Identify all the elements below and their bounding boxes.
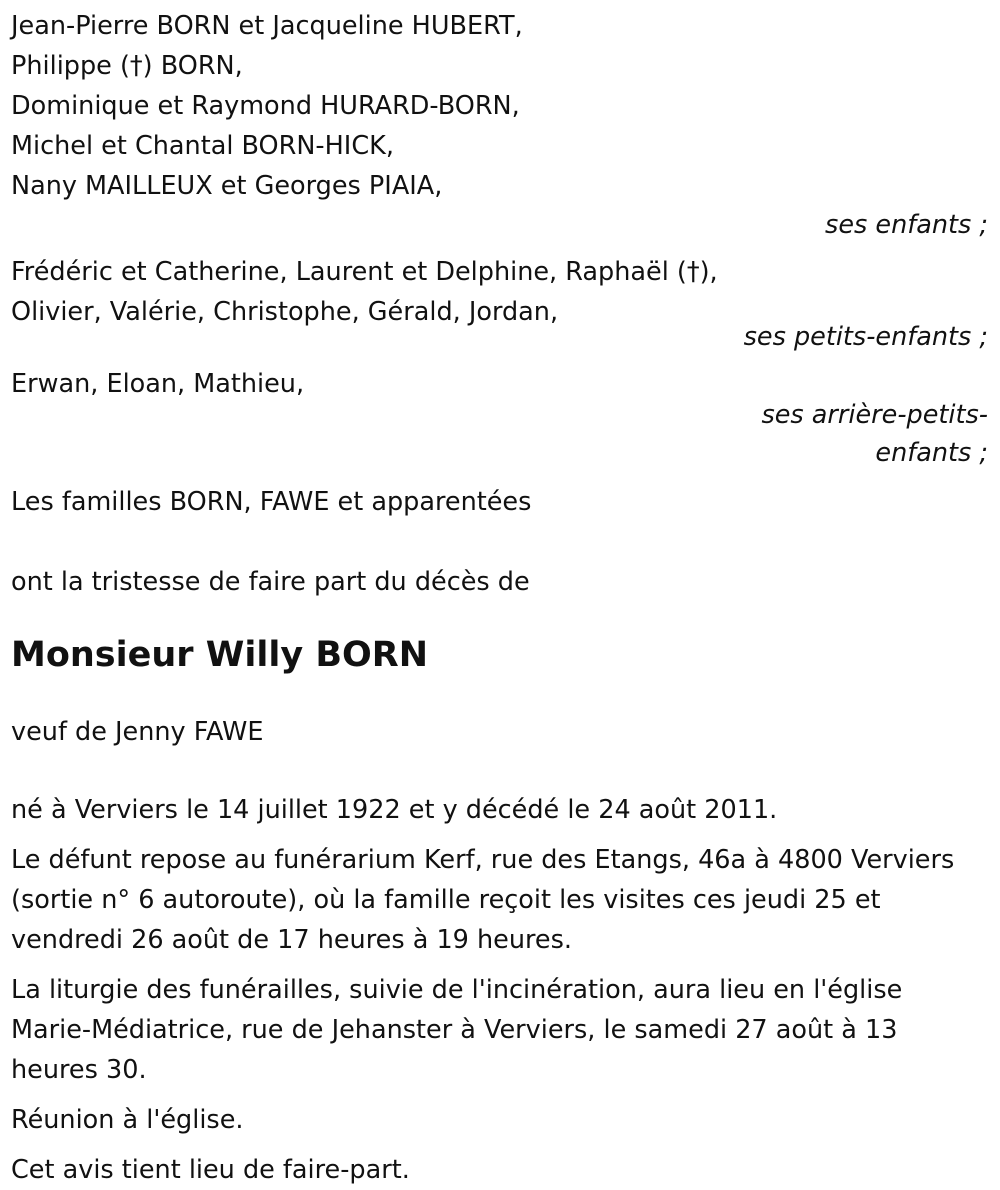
- spacer: [11, 602, 990, 632]
- children-line: Dominique et Raymond HURARD-BORN,: [11, 91, 520, 121]
- spacer: [11, 678, 990, 712]
- grandchildren-line: Frédéric et Catherine, Laurent et Delphine, Raphaël (†),: [11, 257, 718, 287]
- great-grandchildren-role: ses arrière-petits-: [761, 400, 988, 430]
- spacer: [11, 244, 990, 252]
- detail-paragraph: Cet avis tient lieu de faire-part.: [11, 1155, 410, 1185]
- spacer: [11, 472, 990, 482]
- detail-paragraph: La liturgie des funérailles, suivie de l'incinération, aura lieu en l'église Marie-Médiatrice, rue de Jehanster à Verviers, le samedi 27 août à 13 heures 30.: [11, 975, 903, 1085]
- spacer: [11, 752, 990, 790]
- great-grandchildren-line: Erwan, Eloan, Mathieu,: [11, 369, 305, 399]
- deceased-name: Monsieur Willy BORN: [11, 635, 428, 675]
- children-line: Nany MAILLEUX et Georges PIAIA,: [11, 171, 443, 201]
- grandchildren-line: Olivier, Valérie, Christophe, Gérald, Jordan,: [11, 297, 559, 327]
- great-grandchildren-role: enfants ;: [875, 438, 988, 468]
- detail-paragraph: Réunion à l'église.: [11, 1105, 244, 1135]
- children-role: ses enfants ;: [825, 210, 988, 240]
- children-line: Michel et Chantal BORN-HICK,: [11, 131, 394, 161]
- children-line: Jean-Pierre BORN et Jacqueline HUBERT,: [11, 11, 523, 41]
- details-block: [11, 790, 990, 1190]
- children-line: Philippe (†) BORN,: [11, 51, 243, 81]
- announcement-line: ont la tristesse de faire part du décès de: [11, 567, 530, 597]
- detail-paragraph: Le défunt repose au funérarium Kerf, rue des Etangs, 46a à 4800 Verviers (sortie n° 6 autoroute), où la famille reçoit les visites ces jeudi 25 et vendredi 26 août de 17 heures à 19 heures.: [11, 845, 955, 955]
- spacer: [11, 356, 990, 364]
- detail-paragraph: né à Verviers le 14 juillet 1922 et y décédé le 24 août 2011.: [11, 795, 778, 825]
- spacer: [11, 522, 990, 562]
- children-block: [11, 6, 990, 244]
- families-line: Les familles BORN, FAWE et apparentées: [11, 487, 532, 517]
- grandchildren-block: [11, 252, 990, 356]
- grandchildren-role: ses petits-enfants ;: [743, 322, 988, 352]
- great-grandchildren-block: [11, 364, 990, 472]
- widower-line: veuf de Jenny FAWE: [11, 717, 264, 747]
